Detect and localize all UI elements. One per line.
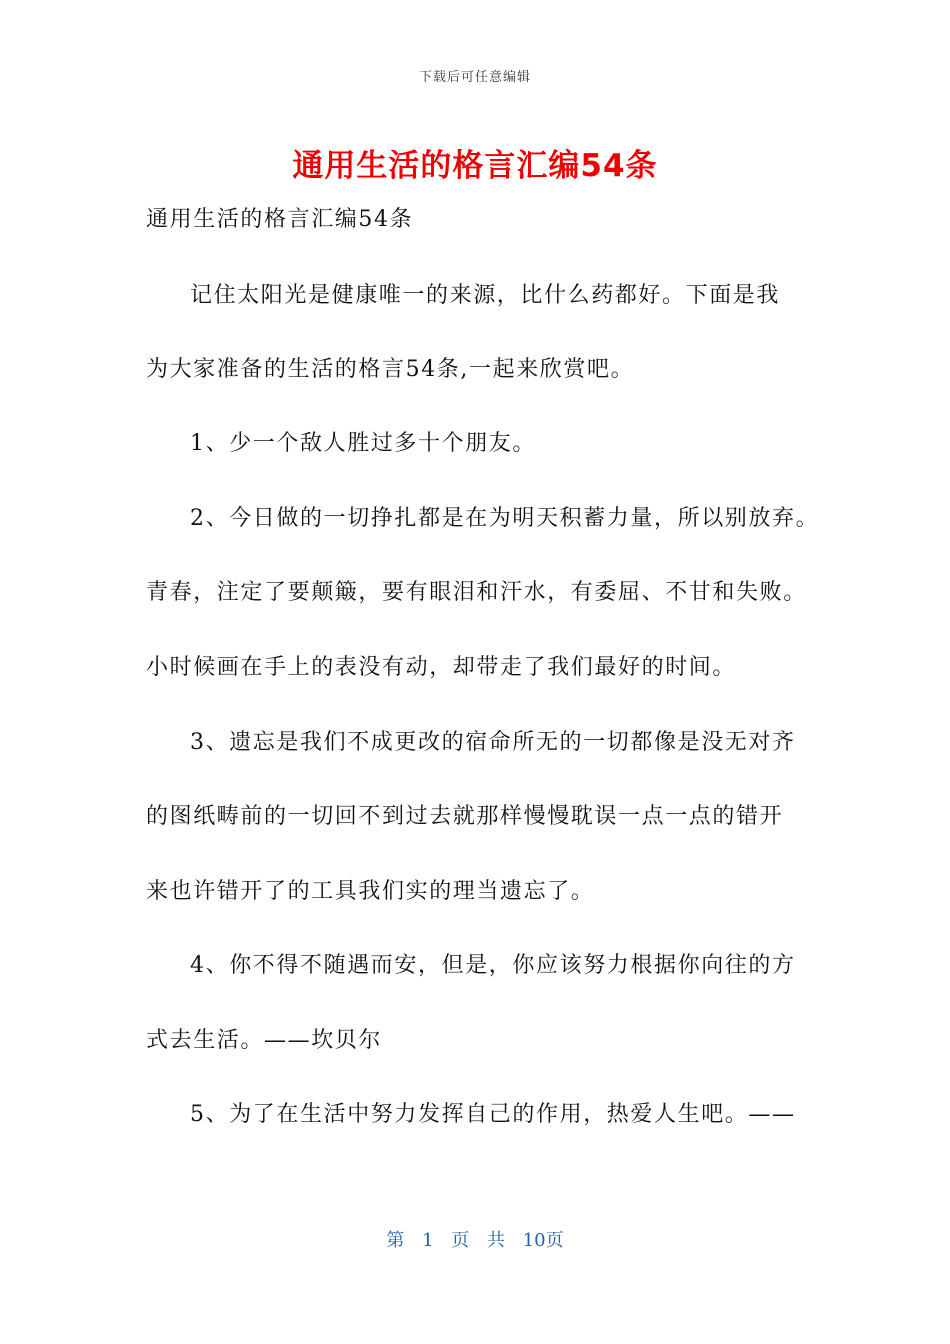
page-footer xyxy=(0,1226,950,1252)
paragraph-line: 记住太阳光是健康唯一的来源，比什么药都好。下面是我 xyxy=(190,283,781,308)
list-item-line: 1、少一个敌人胜过多十个朋友。 xyxy=(190,431,536,456)
document-title: 通用生活的格言汇编54条 xyxy=(292,148,658,184)
list-item-line: 3、遗忘是我们不成更改的宿命所无的一切都像是没无对齐 xyxy=(190,730,796,755)
paragraph-line: 小时候画在手上的表没有动，却带走了我们最好的时间。 xyxy=(146,655,737,680)
document-subtitle: 通用生活的格言汇编54条 xyxy=(146,207,414,232)
list-item-line: 4、你不得不随遇而安，但是，你应该努力根据你向往的方 xyxy=(190,953,796,978)
paragraph-line: 式去生活。——坎贝尔 xyxy=(146,1028,383,1053)
paragraph-line: 的图纸畴前的一切回不到过去就那样慢慢耽误一点一点的错开 xyxy=(146,804,784,829)
header-note: 下载后可任意编辑 xyxy=(418,70,531,85)
paragraph-line: 青春，注定了要颠簸，要有眼泪和汗水，有委屈、不甘和失败。 xyxy=(146,580,807,605)
footer-label-page: 第 xyxy=(386,1230,405,1251)
list-item-line: 5、为了在生活中努力发挥自己的作用，热爱人生吧。—— xyxy=(190,1102,796,1127)
footer-total-pages: 10页 xyxy=(522,1230,564,1251)
footer-label-total: 共 xyxy=(487,1230,505,1251)
list-item-line: 2、今日做的一切挣扎都是在为明天积蓄力量，所以别放弃。 xyxy=(190,506,820,531)
footer-page-number: 1 xyxy=(422,1230,434,1251)
footer-label-page-unit: 页 xyxy=(451,1230,470,1251)
paragraph-line: 来也许错开了的工具我们实的理当遗忘了。 xyxy=(146,879,595,904)
paragraph-line: 为大家准备的生活的格言54条,一起来欣赏吧。 xyxy=(146,357,635,382)
